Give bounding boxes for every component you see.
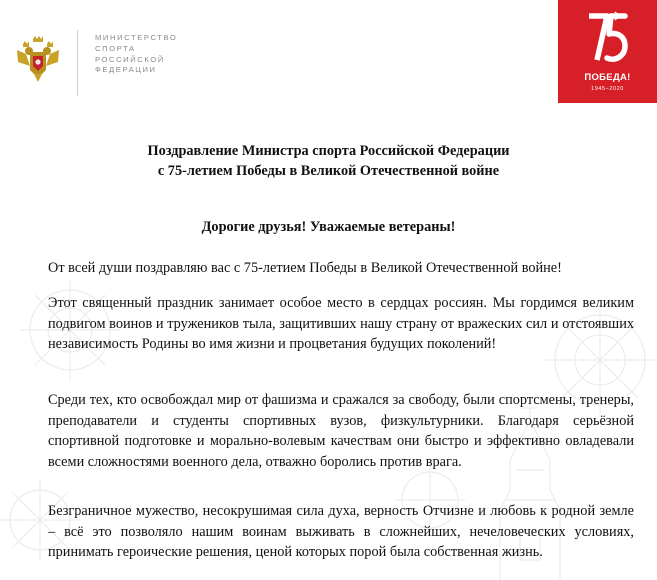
badge-years: 1945–2020: [591, 86, 624, 92]
ministry-line: СПОРТА: [95, 43, 136, 53]
document-title: [60, 142, 597, 181]
double-headed-eagle-emblem-icon: [14, 36, 62, 82]
badge-word: ПОБЕДА!: [584, 72, 631, 83]
header-divider: [77, 30, 78, 96]
victory-75-number-icon: [585, 10, 629, 66]
ministry-line: ФЕДЕРАЦИИ: [95, 65, 157, 75]
letterhead: [0, 0, 657, 110]
ministry-line: РОССИЙСКОЙ: [95, 54, 165, 64]
paragraph: Среди тех, кто освобождал мир от фашизма и сражался за свободу, были спортсмены, тренеры, преподаватели и студенты спортивных вузов, физкультурники. Благодаря серьёзной спортивной подготовке и морально-волевым качествам они быстро и эффективно овладевали всеми сложностями военного дела, отважно боролись против врага.: [48, 392, 634, 470]
ministry-name: [95, 33, 177, 76]
paragraph: Безграничное мужество, несокрушимая сила духа, верность Отчизне и любовь к родной земле – всё это позволяло нашим воинам выживать в сложнейших, нечеловеческих условиях, принимать героические решения, ценой которых порой была собственная жизнь.: [48, 503, 634, 561]
greeting: Дорогие друзья! Уважаемые ветераны!: [201, 219, 456, 235]
title-line: с 75-летием Победы в Великой Отечественной войне: [157, 162, 500, 179]
ministry-line: МИНИСТЕРСТВО: [95, 33, 178, 42]
paragraph: Этот священный праздник занимает особое место в сердцах россиян. Мы гордимся великим подвигом воинов и тружеников тыла, защитивших нашу страну от вражеских сил и отстоявших независимость Родины во имя жизни и процветания будущих поколений!: [48, 295, 634, 353]
paragraph: От всей души поздравляю вас с 75-летием Победы в Великой Отечественной войне!: [48, 260, 562, 276]
title-line: Поздравление Министра спорта Российской Федерации: [147, 143, 510, 159]
